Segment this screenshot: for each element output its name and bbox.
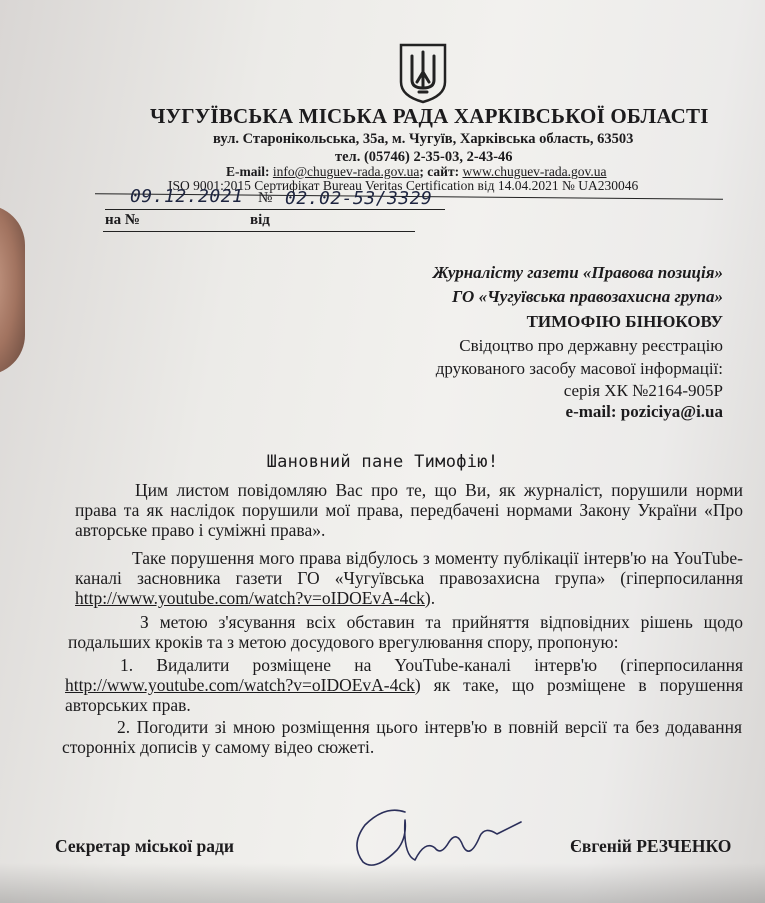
addressee-line1: Журналісту газети «Правова позиція» — [432, 263, 723, 282]
greeting: Шановний пане Тимофію! — [266, 452, 499, 472]
letter-date: 09.12.2021 — [130, 186, 244, 207]
reply-label: на № — [105, 212, 140, 228]
org-title: ЧУГУЇВСЬКА МІСЬКА РАДА ХАРКІВСЬКОЇ ОБЛАСТІ — [150, 104, 709, 128]
site-label: сайт: — [427, 164, 460, 179]
addressee-name: ТИМОФІЮ БІНЮКОВУ — [526, 312, 723, 331]
list-item-1-text: 1. Видалити розміщене на YouTube-каналі інтерв'ю (гіперпосилання — [120, 655, 743, 675]
paragraph-2-text: Таке порушення мого права відбулось з моменту публікації інтерв'ю на YouTube-каналі засновника газети ГО «Чугуївська правозахисна група» (гіперпосилання — [75, 548, 743, 588]
addressee-line4: Свідоцтво про державну реєстрацію — [459, 336, 723, 355]
paragraph-1: Цим листом повідомляю Вас про те, що Ви, як журналіст, порушили норми права та як наслідок порушили мої права, передбачені нормами Закону України «Про авторське право і суміжні права». — [75, 480, 743, 540]
list-item-1 — [65, 655, 743, 715]
org-phone: тел. (05746) 2-35-03, 2-43-46 — [335, 149, 513, 165]
finger-edge — [0, 205, 25, 375]
youtube-link-2[interactable]: http://www.youtube.com/watch?v=oIDOEvA-4ck — [65, 675, 415, 695]
letter-number: 02.02-53/3329 — [285, 188, 433, 209]
addressee-email — [566, 402, 723, 422]
signatory-name: Євгеній РЕЗЧЕНКО — [570, 836, 732, 856]
paragraph-2-end: ). — [424, 588, 436, 608]
addressee-line2: ГО «Чугуївська правозахисна група» — [452, 287, 723, 306]
reg-rule — [105, 209, 445, 210]
org-site-link[interactable]: www.chuguev-rada.gov.ua — [462, 164, 607, 179]
org-address: вул. Старонікольська, 35а, м. Чугуїв, Харківська область, 63503 — [213, 131, 634, 147]
addressee-email-value: poziciya@i.ua — [620, 402, 723, 421]
iso-certificate: ISO 9001:2015 Сертифікат Bureau Veritas Certification від 14.04.2021 № UA230046 — [168, 178, 639, 193]
email-label: E-mail: — [226, 164, 270, 179]
addressee-email-label: e-mail: — [565, 402, 617, 421]
number-label: № — [258, 190, 273, 206]
list-item-2: 2. Погодити зі мною розміщення цього інтерв'ю в повній версії та без додавання сторонніх дописів у самому відео сюжеті. — [62, 717, 742, 757]
paragraph-2 — [75, 548, 743, 608]
paragraph-3: З метою з'ясування всіх обставин та прийняття відповідних рішень щодо подальших кроків та з метою досудового врегулювання спору, пропоную: — [68, 612, 743, 652]
org-email-link[interactable]: info@chuguev-rada.gov.ua — [272, 164, 420, 179]
signatory-position: Секретар міської ради — [55, 836, 234, 856]
addressee-line5: друкованого засобу масової інформації: — [435, 359, 723, 378]
from-label: від — [250, 212, 270, 228]
reply-rule — [103, 231, 415, 232]
youtube-link-1[interactable]: http://www.youtube.com/watch?v=oIDOEvA-4ck — [75, 588, 425, 608]
addressee-line6: серія ХК №2164-905Р — [563, 381, 723, 400]
list-item-1-end: ) як таке, що розміщене в порушення авторських прав. — [65, 675, 743, 715]
photo-shadow — [0, 863, 765, 903]
coat-of-arms-icon — [398, 42, 448, 104]
org-email-line: E-mail: info@chuguev-rada.gov.ua; сайт: www.chuguev-rada.gov.ua — [226, 164, 607, 179]
